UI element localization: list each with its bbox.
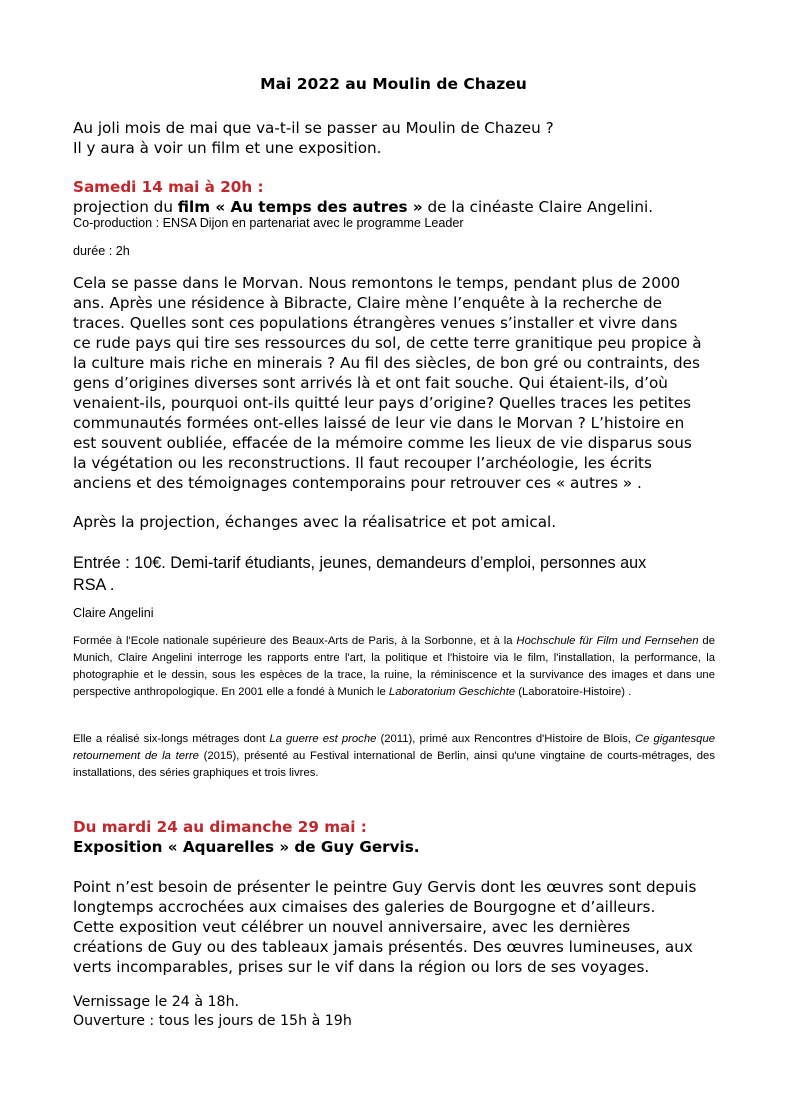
description-line: ce rude pays qui tire ses ressources du sol, de cette terre granitique peu propice à: [73, 334, 702, 352]
event1-header: [73, 177, 723, 217]
description-line: anciens et des témoignages contemporains pour retrouver ces « autres » .: [73, 474, 642, 492]
opening-line: Ouverture : tous les jours de 15h à 19h: [73, 1013, 352, 1029]
coproduction-note: Co-production : ENSA Dijon en partenariat avec le programme Leader: [73, 216, 464, 230]
intro-line: Il y aura à voir un film et une exposition.: [73, 139, 382, 157]
event2-schedule: [73, 993, 723, 1031]
bio2-text: Elle a réalisé six-longs métrages dont: [73, 733, 270, 745]
bio2-text: (2015), présenté au Festival international de Berlin, ainsi qu'une vingtaine de courts-métrages, des installations, des séries graphiques et trois livres.: [73, 750, 715, 779]
bio1-text: de Munich, Claire Angelini interroge les rapports entre l'art, la politique et l'histoire via le film, l'installation, la performance, la photographie et le dessin, sous les espèces de la trace, la ruine, la réminiscence et la survivance des images et dans une perspective anthropologique. En 2001 elle a fondé à Munich le: [73, 635, 716, 698]
event2-description: [73, 877, 753, 977]
description-line: créations de Guy ou des tableaux jamais présentés. Des œuvres lumineuses, aux: [73, 938, 693, 956]
event2-heading: Du mardi 24 au dimanche 29 mai :: [73, 818, 367, 836]
page-title: Mai 2022 au Moulin de Chazeu: [260, 75, 527, 93]
bio1-text: (Laboratoire-Histoire) .: [515, 686, 632, 698]
description-line: est souvent oubliée, effacée de la mémoire comme les lieux de vie disparus sous: [73, 434, 692, 452]
description-line: communautés formées ont-elles laissé de leur vie dans le Morvan ? L’histoire en: [73, 414, 685, 432]
description-line: venaient-ils, pourquoi ont-ils quitté leur pays d’origine? Quelles traces les petites: [73, 394, 692, 412]
projection-prefix: projection du: [73, 198, 178, 216]
entry-line: RSA .: [73, 576, 115, 594]
description-line: Cela se passe dans le Morvan. Nous remontons le temps, pendant plus de 2000: [73, 274, 681, 292]
after-projection: Après la projection, échanges avec la réalisatrice et pot amical.: [73, 513, 557, 531]
bio2-italic: La guerre est proche: [269, 733, 377, 745]
description-line: gens d’origines diverses sont arrivés là et ont fait souche. Qui étaient-ils, d’où: [73, 374, 668, 392]
bio-name: Claire Angelini: [73, 606, 154, 620]
bio2-text: (2011), primé aux Rencontres d'Histoire de Blois,: [376, 733, 635, 745]
projection-suffix: de la cinéaste Claire Angelini.: [422, 198, 654, 216]
description-line: Point n’est besoin de présenter le peintre Guy Gervis dont les œuvres sont depuis: [73, 878, 697, 896]
bio2-italic: Ce gigantesque retournement de la terre: [73, 733, 716, 762]
event1-description: [73, 273, 753, 493]
entry-price: [73, 552, 723, 596]
bio1-text: Formée à l'Ecole nationale supérieure des Beaux-Arts de Paris, à la Sorbonne, et à la: [73, 635, 517, 647]
event1-heading: Samedi 14 mai à 20h :: [73, 178, 264, 196]
description-line: Cette exposition veut célébrer un nouvel anniversaire, avec les dernières: [73, 918, 631, 936]
event1-projection: [73, 197, 723, 217]
description-line: traces. Quelles sont ces populations étrangères venues s’installer et vivre dans: [73, 314, 678, 332]
intro-paragraph: [73, 118, 723, 158]
vernissage-line: Vernissage le 24 à 18h.: [73, 994, 240, 1010]
event2-header: [73, 817, 723, 857]
bio-paragraph-1: [73, 633, 715, 701]
description-line: longtemps accrochées aux cimaises des galeries de Bourgogne et d’ailleurs.: [73, 898, 656, 916]
bio1-italic: Laboratorium Geschichte: [388, 686, 516, 698]
description-line: verts incomparables, prises sur le vif dans la région ou lors de ses voyages.: [73, 958, 650, 976]
duration-note: durée : 2h: [73, 244, 130, 258]
bio-paragraph-2: [73, 731, 715, 782]
description-line: la culture mais riche en minerais ? Au fil des siècles, de bon gré ou contraints, des: [73, 354, 700, 372]
description-line: ans. Après une résidence à Bibracte, Claire mène l’enquête à la recherche de: [73, 294, 662, 312]
event2-subheading: Exposition « Aquarelles » de Guy Gervis.: [73, 838, 420, 856]
bio1-italic: Hochschule für Film und Fernsehen: [516, 635, 699, 647]
description-line: la végétation ou les reconstructions. Il faut recouper l’archéologie, les écrits: [73, 454, 652, 472]
film-title: film « Au temps des autres »: [177, 198, 423, 216]
entry-line: Entrée : 10€. Demi-tarif étudiants, jeunes, demandeurs d’emploi, personnes aux: [73, 554, 647, 572]
intro-line: Au joli mois de mai que va-t-il se passer au Moulin de Chazeu ?: [73, 119, 554, 137]
